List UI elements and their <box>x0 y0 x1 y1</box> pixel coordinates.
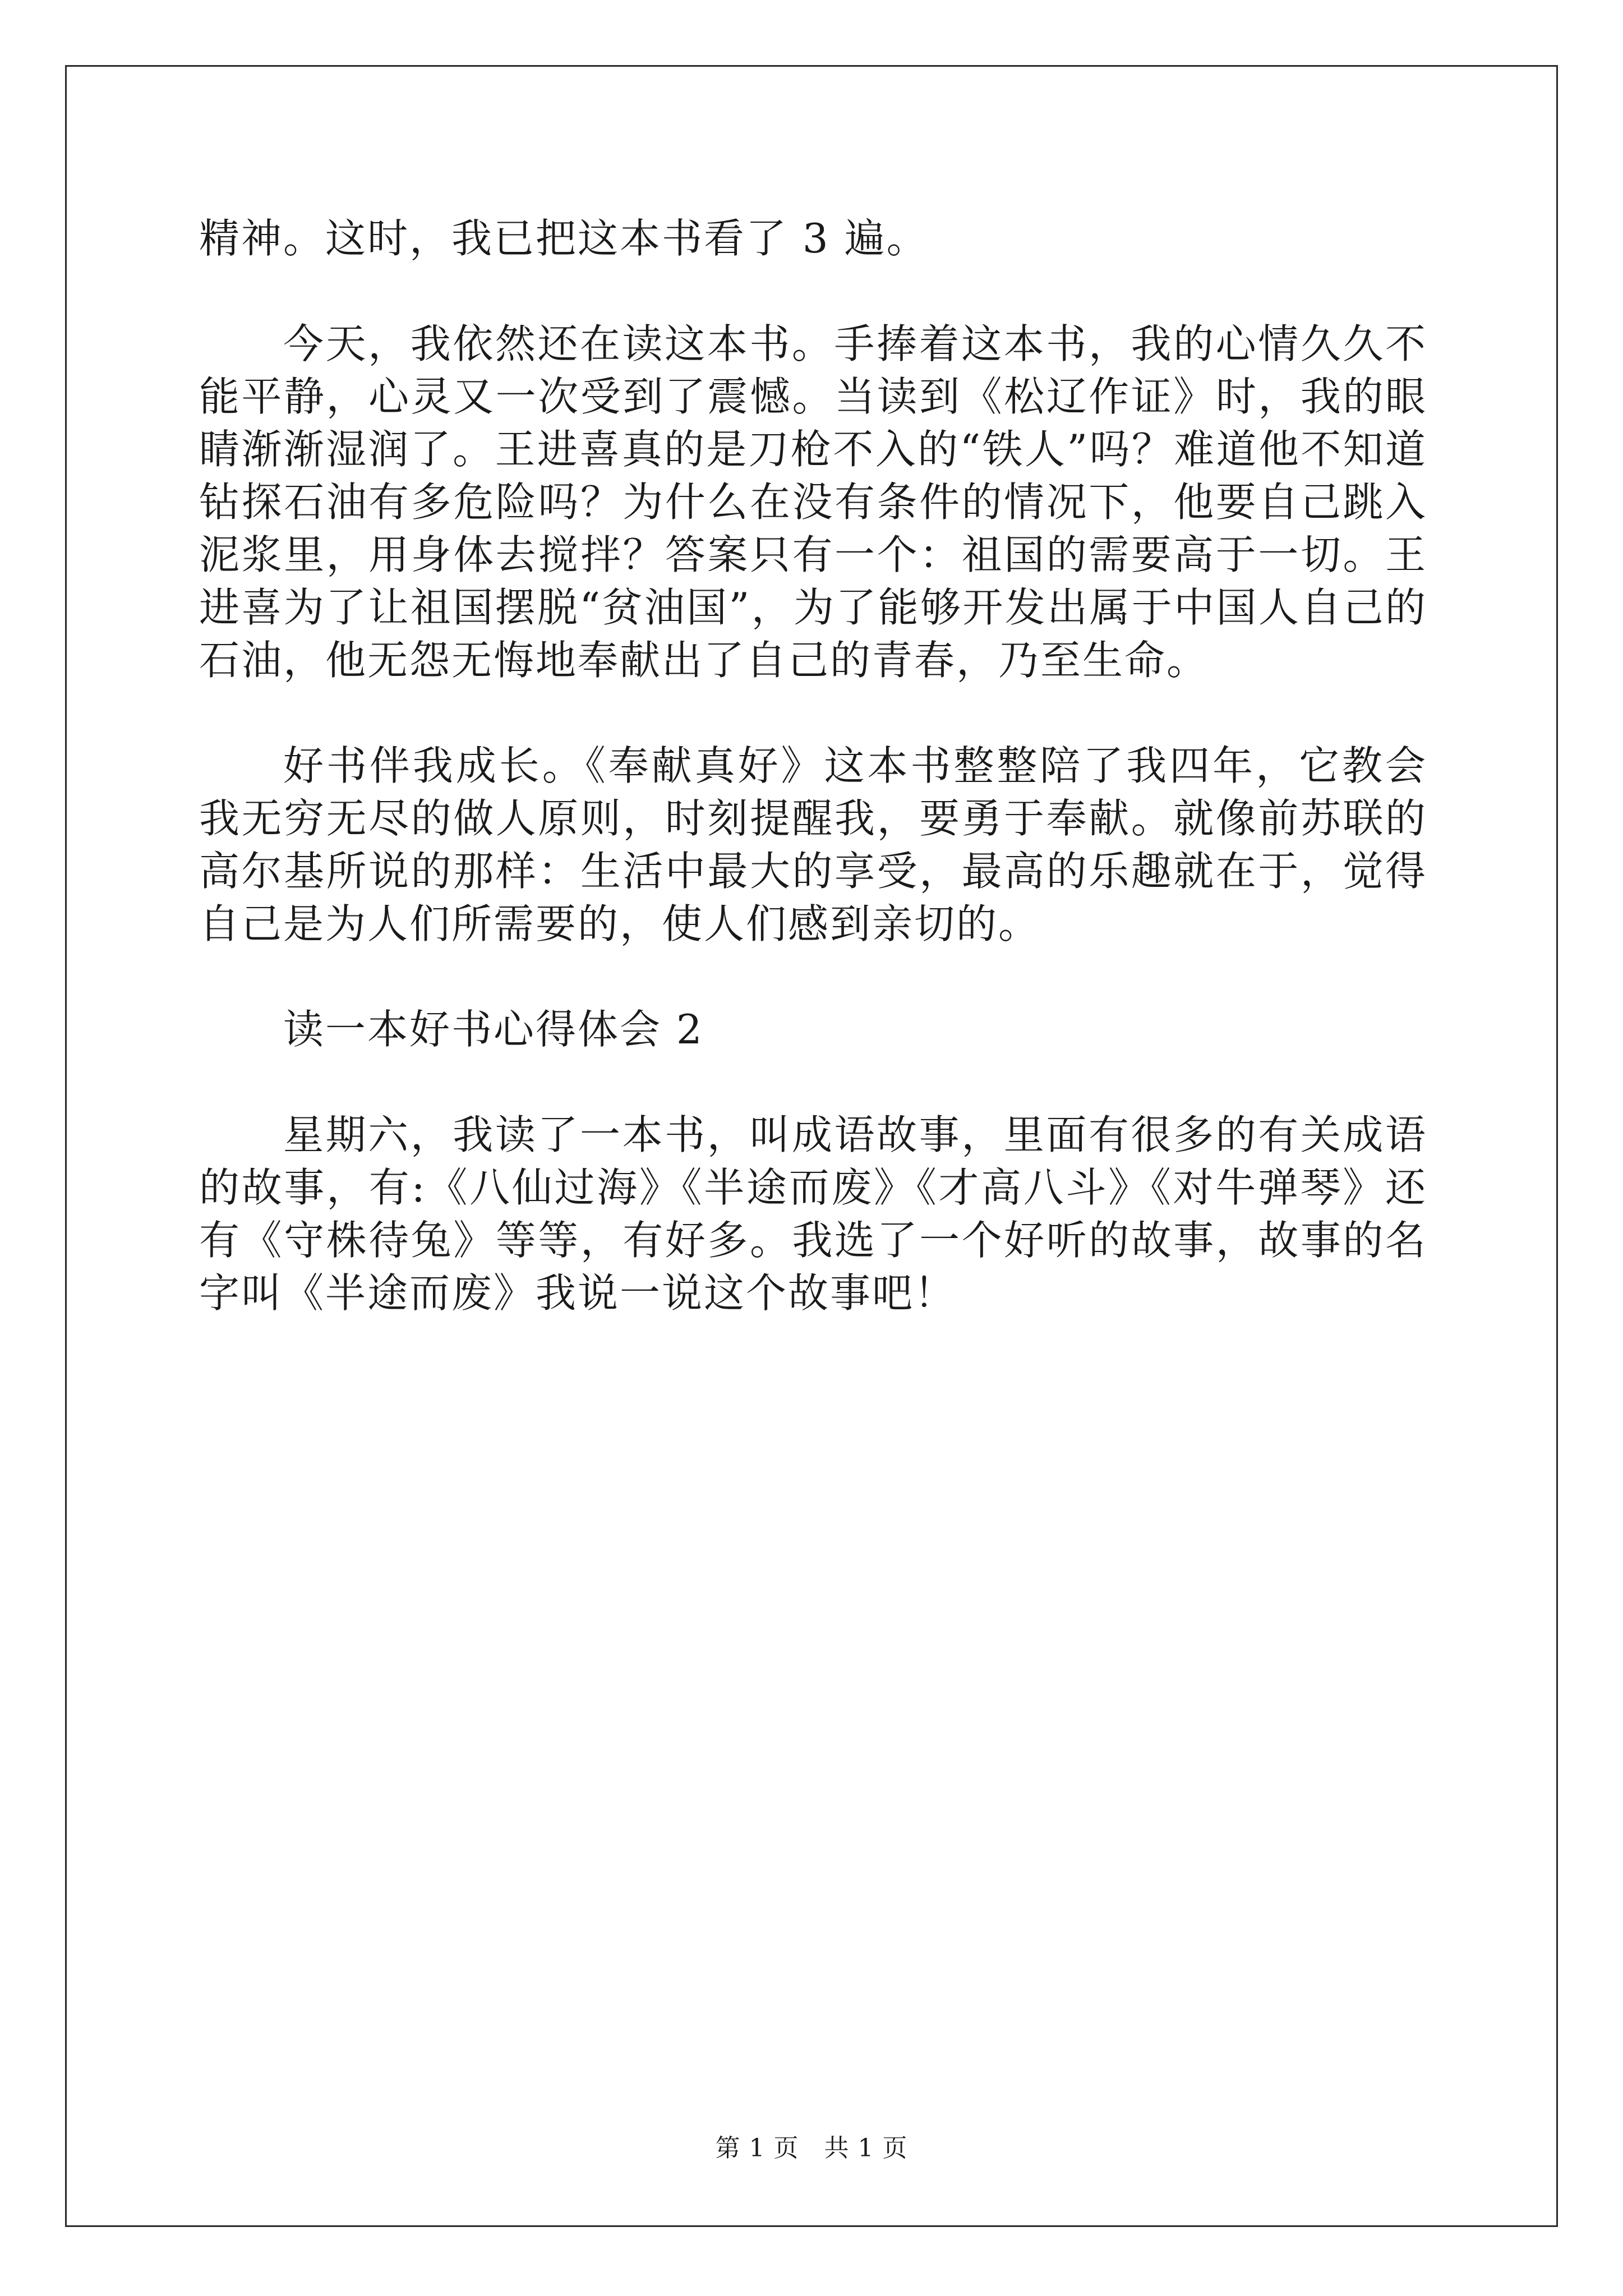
paragraph-2: 今天，我依然还在读这本书。手捧着这本书，我的心情久久不能平静，心灵又一次受到了震憾。当读到《松辽作证》时，我的眼睛渐渐湿润了。王进喜真的是刀枪不入的“铁人”吗？难道他不知道钻探石油有多危险吗？为什么在没有条件的情况下，他要自己跳入泥浆里，用身体去搅拌？答案只有一个：祖国的需要高于一切。王进喜为了让祖国摆脱“贫油国”，为了能够开发出属于中国人自己的石油，他无怨无悔地奉献出了自己的青春，乃至生命。 <box>199 320 1427 684</box>
document-body <box>199 212 1427 1372</box>
page-footer: 第 1 页 共 1 页 <box>715 2134 908 2162</box>
paragraph-5: 星期六，我读了一本书，叫成语故事，里面有很多的有关成语的故事，有:《八仙过海》《半途而废》《才高八斗》《对牛弹琴》还有《守株待兔》等等，有好多。我选了一个好听的故事，故事的名字叫《半途而废》我说一说这个故事吧！ <box>199 1111 1427 1317</box>
paragraph-1: 精神。这时，我已把这本书看了 3 遍。 <box>199 215 929 262</box>
section-heading: 读一本好书心得体会 2 <box>283 1006 704 1053</box>
paragraph-3: 好书伴我成长。《奉献真好》这本书整整陪了我四年，它教会我无穷无尽的做人原则，时刻提醒我，要勇于奉献。就像前苏联的高尔基所说的那样：生活中最大的享受，最高的乐趣就在于，觉得自己是为人们所需要的，使人们感到亲切的。 <box>199 742 1427 947</box>
